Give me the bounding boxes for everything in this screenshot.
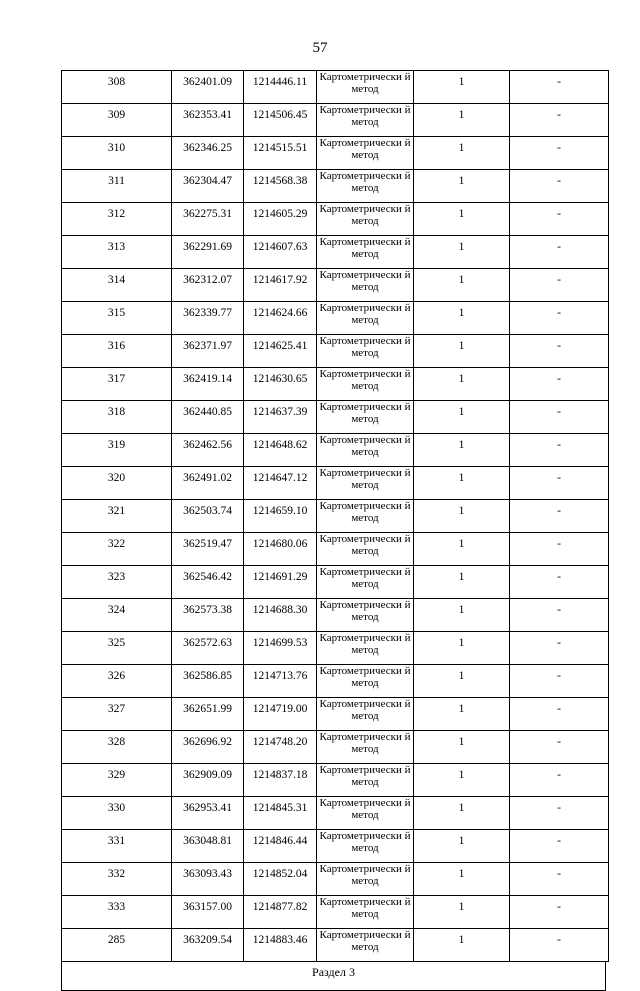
method-cell: Картометрически й метод bbox=[317, 236, 414, 269]
accuracy-cell: 1 bbox=[414, 467, 510, 500]
table-row bbox=[62, 797, 609, 830]
note-cell: - bbox=[510, 599, 609, 632]
coord-y-cell: 1214713.76 bbox=[244, 665, 317, 698]
table-row bbox=[62, 71, 609, 104]
coord-y-cell: 1214659.10 bbox=[244, 500, 317, 533]
point-id-cell: 317 bbox=[62, 368, 172, 401]
accuracy-cell: 1 bbox=[414, 698, 510, 731]
table-row bbox=[62, 830, 609, 863]
accuracy-cell: 1 bbox=[414, 104, 510, 137]
note-cell: - bbox=[510, 236, 609, 269]
table-row bbox=[62, 434, 609, 467]
accuracy-cell: 1 bbox=[414, 302, 510, 335]
coord-y-cell: 1214845.31 bbox=[244, 797, 317, 830]
method-cell: Картометрически й метод bbox=[317, 797, 414, 830]
coord-x-cell: 362546.42 bbox=[172, 566, 244, 599]
method-cell: Картометрически й метод bbox=[317, 137, 414, 170]
accuracy-cell: 1 bbox=[414, 830, 510, 863]
note-cell: - bbox=[510, 434, 609, 467]
coord-x-cell: 362503.74 bbox=[172, 500, 244, 533]
method-cell: Картометрически й метод bbox=[317, 599, 414, 632]
coord-y-cell: 1214699.53 bbox=[244, 632, 317, 665]
method-cell: Картометрически й метод bbox=[317, 302, 414, 335]
point-id-cell: 322 bbox=[62, 533, 172, 566]
method-cell: Картометрически й метод bbox=[317, 698, 414, 731]
point-id-cell: 285 bbox=[62, 929, 172, 962]
coord-x-cell: 362353.41 bbox=[172, 104, 244, 137]
coord-x-cell: 362696.92 bbox=[172, 731, 244, 764]
table-row bbox=[62, 665, 609, 698]
point-id-cell: 329 bbox=[62, 764, 172, 797]
table-row bbox=[62, 203, 609, 236]
table-row bbox=[62, 335, 609, 368]
method-cell: Картометрически й метод bbox=[317, 104, 414, 137]
accuracy-cell: 1 bbox=[414, 632, 510, 665]
coord-y-cell: 1214605.29 bbox=[244, 203, 317, 236]
method-cell: Картометрически й метод bbox=[317, 764, 414, 797]
accuracy-cell: 1 bbox=[414, 203, 510, 236]
coord-x-cell: 363048.81 bbox=[172, 830, 244, 863]
accuracy-cell: 1 bbox=[414, 401, 510, 434]
note-cell: - bbox=[510, 566, 609, 599]
method-cell: Картометрически й метод bbox=[317, 203, 414, 236]
note-cell: - bbox=[510, 533, 609, 566]
coord-y-cell: 1214748.20 bbox=[244, 731, 317, 764]
note-cell: - bbox=[510, 137, 609, 170]
point-id-cell: 314 bbox=[62, 269, 172, 302]
note-cell: - bbox=[510, 731, 609, 764]
coord-x-cell: 362491.02 bbox=[172, 467, 244, 500]
point-id-cell: 320 bbox=[62, 467, 172, 500]
note-cell: - bbox=[510, 269, 609, 302]
table-row bbox=[62, 467, 609, 500]
accuracy-cell: 1 bbox=[414, 533, 510, 566]
table-row bbox=[62, 863, 609, 896]
method-cell: Картометрически й метод bbox=[317, 170, 414, 203]
coord-x-cell: 362462.56 bbox=[172, 434, 244, 467]
note-cell: - bbox=[510, 896, 609, 929]
table-row bbox=[62, 566, 609, 599]
accuracy-cell: 1 bbox=[414, 599, 510, 632]
coord-y-cell: 1214568.38 bbox=[244, 170, 317, 203]
note-cell: - bbox=[510, 863, 609, 896]
coord-x-cell: 362312.07 bbox=[172, 269, 244, 302]
method-cell: Картометрически й метод bbox=[317, 434, 414, 467]
coord-x-cell: 362519.47 bbox=[172, 533, 244, 566]
coord-y-cell: 1214846.44 bbox=[244, 830, 317, 863]
note-cell: - bbox=[510, 170, 609, 203]
coord-x-cell: 362573.38 bbox=[172, 599, 244, 632]
coord-y-cell: 1214883.46 bbox=[244, 929, 317, 962]
coordinates-table-container bbox=[61, 70, 608, 991]
note-cell: - bbox=[510, 764, 609, 797]
coord-y-cell: 1214688.30 bbox=[244, 599, 317, 632]
method-cell: Картометрически й метод bbox=[317, 71, 414, 104]
coord-x-cell: 362275.31 bbox=[172, 203, 244, 236]
coord-y-cell: 1214647.12 bbox=[244, 467, 317, 500]
note-cell: - bbox=[510, 830, 609, 863]
accuracy-cell: 1 bbox=[414, 896, 510, 929]
coord-y-cell: 1214607.63 bbox=[244, 236, 317, 269]
accuracy-cell: 1 bbox=[414, 929, 510, 962]
coord-y-cell: 1214691.29 bbox=[244, 566, 317, 599]
accuracy-cell: 1 bbox=[414, 71, 510, 104]
method-cell: Картометрически й метод bbox=[317, 368, 414, 401]
coord-y-cell: 1214852.04 bbox=[244, 863, 317, 896]
table-row bbox=[62, 731, 609, 764]
table-row bbox=[62, 533, 609, 566]
accuracy-cell: 1 bbox=[414, 500, 510, 533]
accuracy-cell: 1 bbox=[414, 797, 510, 830]
coord-y-cell: 1214515.51 bbox=[244, 137, 317, 170]
point-id-cell: 308 bbox=[62, 71, 172, 104]
method-cell: Картометрически й метод bbox=[317, 632, 414, 665]
coord-x-cell: 362651.99 bbox=[172, 698, 244, 731]
table-row bbox=[62, 401, 609, 434]
note-cell: - bbox=[510, 302, 609, 335]
point-id-cell: 333 bbox=[62, 896, 172, 929]
coord-x-cell: 362304.47 bbox=[172, 170, 244, 203]
coord-x-cell: 362401.09 bbox=[172, 71, 244, 104]
note-cell: - bbox=[510, 203, 609, 236]
point-id-cell: 328 bbox=[62, 731, 172, 764]
note-cell: - bbox=[510, 665, 609, 698]
table-row bbox=[62, 170, 609, 203]
coord-x-cell: 362440.85 bbox=[172, 401, 244, 434]
note-cell: - bbox=[510, 335, 609, 368]
point-id-cell: 323 bbox=[62, 566, 172, 599]
coord-y-cell: 1214648.62 bbox=[244, 434, 317, 467]
note-cell: - bbox=[510, 698, 609, 731]
coord-x-cell: 362419.14 bbox=[172, 368, 244, 401]
point-id-cell: 315 bbox=[62, 302, 172, 335]
point-id-cell: 313 bbox=[62, 236, 172, 269]
table-row bbox=[62, 302, 609, 335]
point-id-cell: 332 bbox=[62, 863, 172, 896]
method-cell: Картометрически й метод bbox=[317, 929, 414, 962]
note-cell: - bbox=[510, 500, 609, 533]
point-id-cell: 319 bbox=[62, 434, 172, 467]
point-id-cell: 310 bbox=[62, 137, 172, 170]
accuracy-cell: 1 bbox=[414, 269, 510, 302]
accuracy-cell: 1 bbox=[414, 764, 510, 797]
coord-y-cell: 1214625.41 bbox=[244, 335, 317, 368]
point-id-cell: 327 bbox=[62, 698, 172, 731]
accuracy-cell: 1 bbox=[414, 566, 510, 599]
point-id-cell: 312 bbox=[62, 203, 172, 236]
point-id-cell: 321 bbox=[62, 500, 172, 533]
coord-x-cell: 363157.00 bbox=[172, 896, 244, 929]
coord-y-cell: 1214506.45 bbox=[244, 104, 317, 137]
accuracy-cell: 1 bbox=[414, 665, 510, 698]
coord-x-cell: 362953.41 bbox=[172, 797, 244, 830]
method-cell: Картометрически й метод bbox=[317, 269, 414, 302]
point-id-cell: 318 bbox=[62, 401, 172, 434]
coord-y-cell: 1214617.92 bbox=[244, 269, 317, 302]
point-id-cell: 309 bbox=[62, 104, 172, 137]
point-id-cell: 316 bbox=[62, 335, 172, 368]
method-cell: Картометрически й метод bbox=[317, 500, 414, 533]
coord-y-cell: 1214446.11 bbox=[244, 71, 317, 104]
table-row bbox=[62, 368, 609, 401]
coord-x-cell: 362586.85 bbox=[172, 665, 244, 698]
coord-x-cell: 362346.25 bbox=[172, 137, 244, 170]
accuracy-cell: 1 bbox=[414, 335, 510, 368]
table-row bbox=[62, 137, 609, 170]
note-cell: - bbox=[510, 632, 609, 665]
accuracy-cell: 1 bbox=[414, 236, 510, 269]
accuracy-cell: 1 bbox=[414, 170, 510, 203]
method-cell: Картометрически й метод bbox=[317, 665, 414, 698]
note-cell: - bbox=[510, 401, 609, 434]
accuracy-cell: 1 bbox=[414, 368, 510, 401]
note-cell: - bbox=[510, 71, 609, 104]
coord-x-cell: 362572.63 bbox=[172, 632, 244, 665]
section-label: Раздел 3 bbox=[61, 962, 606, 991]
table-row bbox=[62, 104, 609, 137]
point-id-cell: 325 bbox=[62, 632, 172, 665]
table-row bbox=[62, 929, 609, 962]
coord-x-cell: 362909.09 bbox=[172, 764, 244, 797]
table-row bbox=[62, 236, 609, 269]
point-id-cell: 311 bbox=[62, 170, 172, 203]
accuracy-cell: 1 bbox=[414, 137, 510, 170]
accuracy-cell: 1 bbox=[414, 434, 510, 467]
coord-y-cell: 1214837.18 bbox=[244, 764, 317, 797]
coordinates-table bbox=[61, 70, 609, 962]
table-row bbox=[62, 764, 609, 797]
note-cell: - bbox=[510, 467, 609, 500]
table-row bbox=[62, 896, 609, 929]
coord-x-cell: 362291.69 bbox=[172, 236, 244, 269]
note-cell: - bbox=[510, 929, 609, 962]
point-id-cell: 331 bbox=[62, 830, 172, 863]
method-cell: Картометрически й метод bbox=[317, 401, 414, 434]
coord-x-cell: 363093.43 bbox=[172, 863, 244, 896]
method-cell: Картометрически й метод bbox=[317, 467, 414, 500]
coord-y-cell: 1214719.00 bbox=[244, 698, 317, 731]
table-row bbox=[62, 500, 609, 533]
table-row bbox=[62, 599, 609, 632]
method-cell: Картометрически й метод bbox=[317, 533, 414, 566]
page-number: 57 bbox=[312, 40, 328, 56]
coord-y-cell: 1214680.06 bbox=[244, 533, 317, 566]
method-cell: Картометрически й метод bbox=[317, 863, 414, 896]
coord-x-cell: 363209.54 bbox=[172, 929, 244, 962]
coord-x-cell: 362339.77 bbox=[172, 302, 244, 335]
coord-x-cell: 362371.97 bbox=[172, 335, 244, 368]
note-cell: - bbox=[510, 104, 609, 137]
table-row bbox=[62, 269, 609, 302]
table-row bbox=[62, 698, 609, 731]
point-id-cell: 330 bbox=[62, 797, 172, 830]
point-id-cell: 326 bbox=[62, 665, 172, 698]
coord-y-cell: 1214877.82 bbox=[244, 896, 317, 929]
method-cell: Картометрически й метод bbox=[317, 830, 414, 863]
note-cell: - bbox=[510, 797, 609, 830]
coord-y-cell: 1214637.39 bbox=[244, 401, 317, 434]
method-cell: Картометрически й метод bbox=[317, 566, 414, 599]
table-row bbox=[62, 632, 609, 665]
coord-y-cell: 1214624.66 bbox=[244, 302, 317, 335]
note-cell: - bbox=[510, 368, 609, 401]
method-cell: Картометрически й метод bbox=[317, 335, 414, 368]
method-cell: Картометрически й метод bbox=[317, 896, 414, 929]
coordinates-table-body bbox=[62, 71, 609, 962]
coord-y-cell: 1214630.65 bbox=[244, 368, 317, 401]
accuracy-cell: 1 bbox=[414, 863, 510, 896]
accuracy-cell: 1 bbox=[414, 731, 510, 764]
point-id-cell: 324 bbox=[62, 599, 172, 632]
method-cell: Картометрически й метод bbox=[317, 731, 414, 764]
